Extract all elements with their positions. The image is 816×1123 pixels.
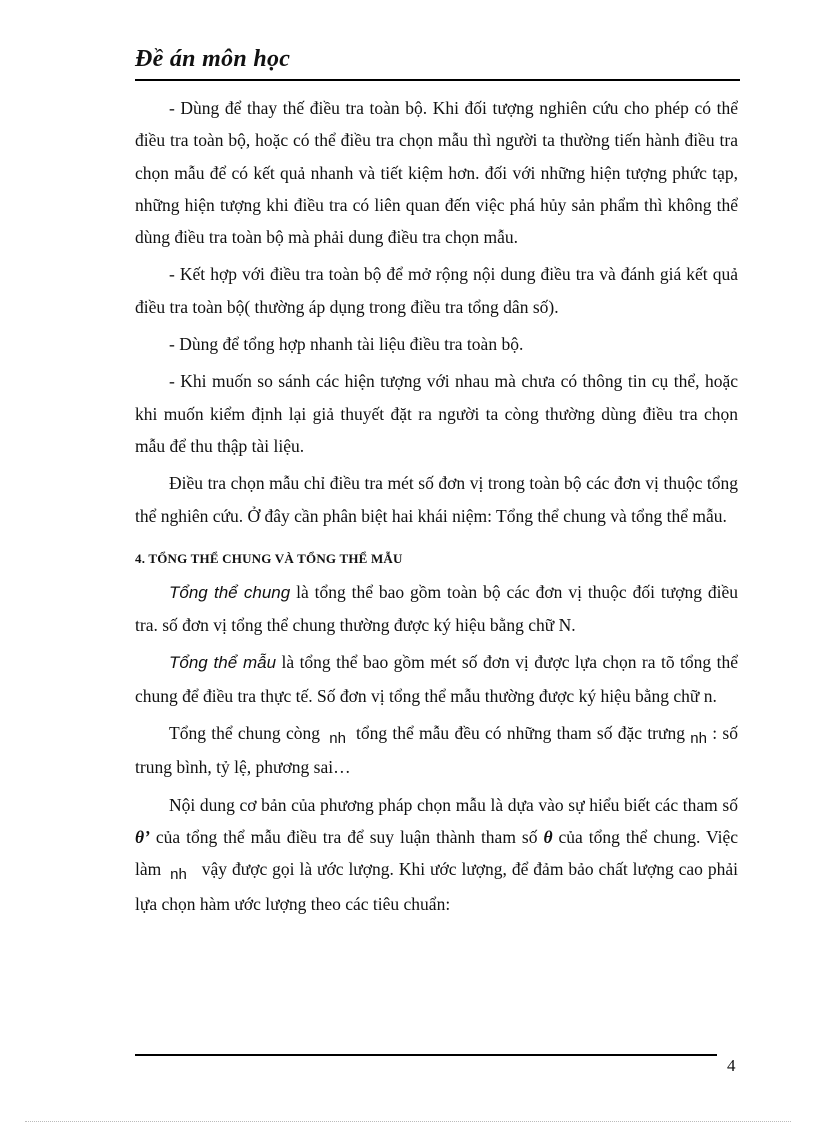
term-sample: Tổng thể mẫu <box>169 653 277 673</box>
section-heading: 4. TỔNG THỂ CHUNG VÀ TỔNG THỂ MẪU <box>135 550 403 566</box>
params-text-3: : số trung bình, tỷ lệ, phương sai… <box>135 723 738 778</box>
estimation-text-1: Nội dung cơ bản của phương pháp chọn mẫu là dựa vào sự hiểu biết các tham số <box>169 794 738 815</box>
theta-sample-symbol: θ’ <box>135 826 150 847</box>
paragraph-parameters <box>135 717 738 784</box>
params-text-2: tổng thể mẫu đều có những tham số đặc trưng <box>355 723 691 744</box>
inline-nh-3: nh <box>170 866 187 884</box>
estimation-text-3: của tổng thể chung. Việc làm <box>135 826 738 880</box>
paragraph-sample-definition <box>135 646 738 712</box>
paragraph-sample-survey-definition: Điều tra chọn mẫu chỉ điều tra mét số đơn vị trong toàn bộ các đơn vị thuộc tổng thể nghiên cứu. Ở đây cần phân biệt hai khái niệm: Tổng thể chung và tổng thể mẫu. <box>135 473 738 526</box>
paragraph-replace-full-survey: - Dùng để thay thế điều tra toàn bộ. Khi đối tượng nghiên cứu cho phép có thể điều tra toàn bộ, hoặc có thể điều tra chọn mẫu thì người ta thường tiến hành điều tra chọn mẫu để có kết quả nhanh và tiết kiệm hơn. đối với những hiện tượng phức tạp, những hiện tượng khi điều tra có liên quan đến việc phá hủy sản phẩm thì không thể dùng điều tra toàn bộ mà phải dung điều tra chọn mẫu. <box>135 98 738 248</box>
paragraph-quick-synthesis: - Dùng để tổng hợp nhanh tài liệu điều tra toàn bộ. <box>169 334 524 355</box>
sample-definition-text: là tổng thể bao gồm mét số đơn vị được lựa chọn ra tõ tổng thể chung để điều tra thực tế. Số đơn vị tổng thể mẫu thường được ký hiệu bằng chữ n. <box>135 652 738 706</box>
footer-divider <box>135 1054 717 1056</box>
estimation-text-4: vậy được gọi là ước lượng. Khi ước lượng, để đảm bảo chất lượng cao phải lựa chọn hàm ước lượng theo các tiêu chuẩn: <box>135 859 738 914</box>
params-text-1: Tổng thể chung còng <box>169 723 326 744</box>
estimation-text-2: của tổng thể mẫu điều tra để suy luận thành tham số <box>149 826 544 847</box>
paragraph-estimation <box>135 789 738 920</box>
document-body <box>135 92 738 925</box>
page-number: 4 <box>727 1056 736 1075</box>
header-divider <box>135 79 740 81</box>
paragraph-combine-full-survey: - Kết hợp với điều tra toàn bộ để mở rộng nội dung điều tra và đánh giá kết quả điều tra toàn bộ( thường áp dụng trong điều tra tổng dân số). <box>135 264 738 317</box>
paragraph-compare-phenomena: - Khi muốn so sánh các hiện tượng với nhau mà chưa có thông tin cụ thể, hoặc khi muốn kiểm định lại giả thuyết đặt ra người ta còng thường dùng điều tra chọn mẫu để thu thập tài liệu. <box>135 371 738 456</box>
term-population: Tổng thể chung <box>169 582 291 602</box>
inline-nh-2: nh <box>690 730 707 748</box>
theta-population-symbol: θ <box>543 826 553 847</box>
paragraph-population-definition <box>135 576 738 642</box>
page-header-title: Đề án môn học <box>135 46 291 72</box>
population-definition-text: là tổng thể bao gồm toàn bộ các đơn vị thuộc đối tượng điều tra. số đơn vị tổng thể chung thường được ký hiệu bằng chữ N. <box>135 581 738 636</box>
inline-nh-1: nh <box>329 730 346 748</box>
page-bottom-dotted-line <box>25 1121 791 1122</box>
